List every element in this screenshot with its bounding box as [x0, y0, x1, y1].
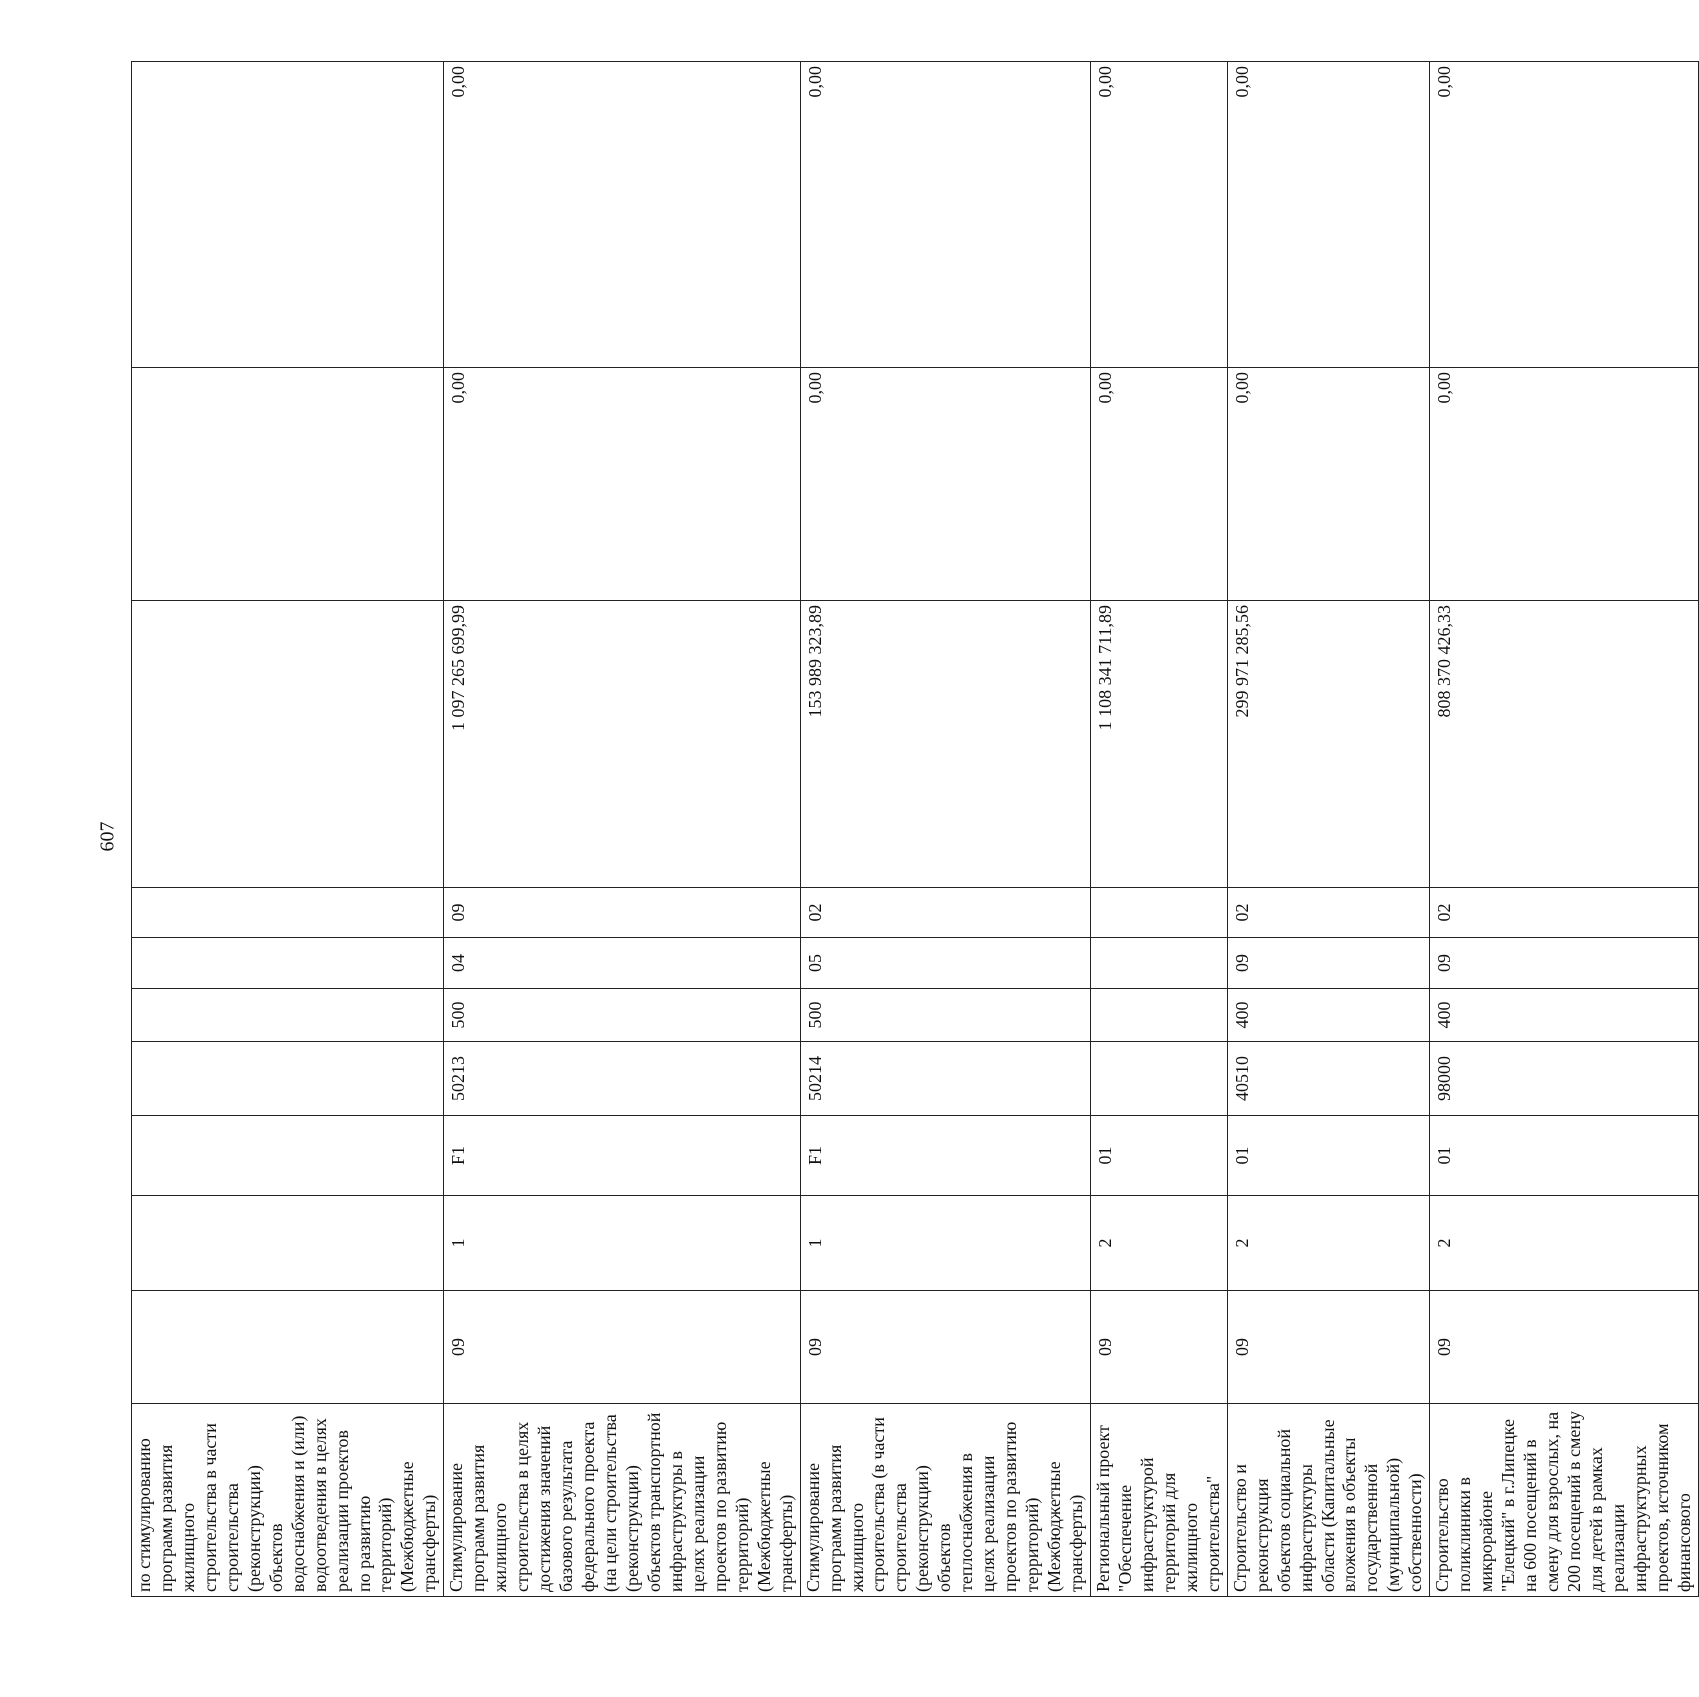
amount3-cell: 0,00	[1090, 62, 1227, 368]
direction-code: 98000	[1430, 1042, 1698, 1116]
row-description: Строительство поликлиники в микрорайоне "Елецкий" в г.Липецке на 600 посещений в смену для взрослых, на 200 посещений в смену для детей в рамках реализации инфраструктурных проектов, источником финансового	[1430, 1404, 1698, 1597]
expense-type-code	[1090, 989, 1227, 1042]
amount3-cell: 0,00	[1227, 62, 1430, 368]
subprogram-code: 01	[1227, 1116, 1430, 1196]
row-description: Региональный проект "Обеспечение инфраструктурой территорий для жилищного строительства"	[1090, 1404, 1227, 1597]
expense-type-code: 400	[1227, 989, 1430, 1042]
subprogram-code: 01	[1430, 1116, 1698, 1196]
program-code: 1	[444, 1196, 800, 1291]
direction-code: 50213	[444, 1042, 800, 1116]
section-code: 04	[444, 938, 800, 989]
row-description: по стимулированию программ развития жилищного строительства в части строительства (реконструкции) объектов водоснабжения и (или) водоотведения в целях реализации проектов по развитию территорий) (Межбюджетные трансферты)	[132, 1404, 444, 1597]
grbs-code: 09	[444, 1291, 800, 1404]
subprogram-code	[132, 1116, 444, 1196]
direction-code	[1090, 1042, 1227, 1116]
grbs-code	[132, 1291, 444, 1404]
grbs-code: 09	[1090, 1291, 1227, 1404]
row-description: Стимулирование программ развития жилищного строительства в целях достижения значений базового результата федерального проекта (на цели строительства (реконструкции) объектов транспортной инфраструктуры в целях реализации проектов по развитию территорий) (Межбюджетные трансферты)	[444, 1404, 800, 1597]
amount-cell: 1 097 265 699,99	[444, 601, 800, 888]
subprogram-code: 01	[1090, 1116, 1227, 1196]
table-row	[1430, 62, 1698, 1597]
section-code	[132, 938, 444, 989]
amount-cell: 1 108 341 711,89	[1090, 601, 1227, 888]
subsection-code	[132, 888, 444, 938]
row-description: Строительство и реконструкция объектов социальной инфраструктуры области (Капитальные вложения в объекты государственной (муниципальной) собственности)	[1227, 1404, 1430, 1597]
subsection-code: 02	[1227, 888, 1430, 938]
grbs-code: 09	[1430, 1291, 1698, 1404]
amount3-cell: 0,00	[1430, 62, 1698, 368]
section-code	[1090, 938, 1227, 989]
program-code: 1	[800, 1196, 1090, 1291]
section-code: 09	[1227, 938, 1430, 989]
expense-type-code: 500	[800, 989, 1090, 1042]
amount3-cell: 0,00	[444, 62, 800, 368]
program-code: 2	[1090, 1196, 1227, 1291]
subsection-code: 02	[800, 888, 1090, 938]
program-code: 2	[1227, 1196, 1430, 1291]
program-code: 2	[1430, 1196, 1698, 1291]
table-row	[800, 62, 1090, 1597]
amount2-cell	[132, 368, 444, 601]
amount2-cell: 0,00	[800, 368, 1090, 601]
table-row	[444, 62, 800, 1597]
table-row	[1227, 62, 1430, 1597]
budget-table	[131, 61, 1699, 1597]
section-code: 05	[800, 938, 1090, 989]
subprogram-code: F1	[444, 1116, 800, 1196]
amount-cell: 299 971 285,56	[1227, 601, 1430, 888]
expense-type-code: 500	[444, 989, 800, 1042]
program-code	[132, 1196, 444, 1291]
amount2-cell: 0,00	[444, 368, 800, 601]
subsection-code: 02	[1430, 888, 1698, 938]
rotated-page-content	[131, 62, 1694, 1597]
amount3-cell	[132, 62, 444, 368]
direction-code	[132, 1042, 444, 1116]
table-row	[1090, 62, 1227, 1597]
amount2-cell: 0,00	[1227, 368, 1430, 601]
amount-cell	[132, 601, 444, 888]
amount2-cell: 0,00	[1430, 368, 1698, 601]
amount3-cell: 0,00	[800, 62, 1090, 368]
expense-type-code	[132, 989, 444, 1042]
grbs-code: 09	[800, 1291, 1090, 1404]
subsection-code	[1090, 888, 1227, 938]
amount-cell: 153 989 323,89	[800, 601, 1090, 888]
direction-code: 40510	[1227, 1042, 1430, 1116]
expense-type-code: 400	[1430, 989, 1698, 1042]
subsection-code: 09	[444, 888, 800, 938]
amount-cell: 808 370 426,33	[1430, 601, 1698, 888]
section-code: 09	[1430, 938, 1698, 989]
direction-code: 50214	[800, 1042, 1090, 1116]
page-number: 607	[96, 821, 119, 852]
amount2-cell: 0,00	[1090, 368, 1227, 601]
subprogram-code: F1	[800, 1116, 1090, 1196]
table-row	[132, 62, 444, 1597]
grbs-code: 09	[1227, 1291, 1430, 1404]
row-description: Стимулирование программ развития жилищного строительства (в части строительства (реконструкции) объектов теплоснабжения в целях реализации проектов по развитию территорий) (Межбюджетные трансферты)	[800, 1404, 1090, 1597]
